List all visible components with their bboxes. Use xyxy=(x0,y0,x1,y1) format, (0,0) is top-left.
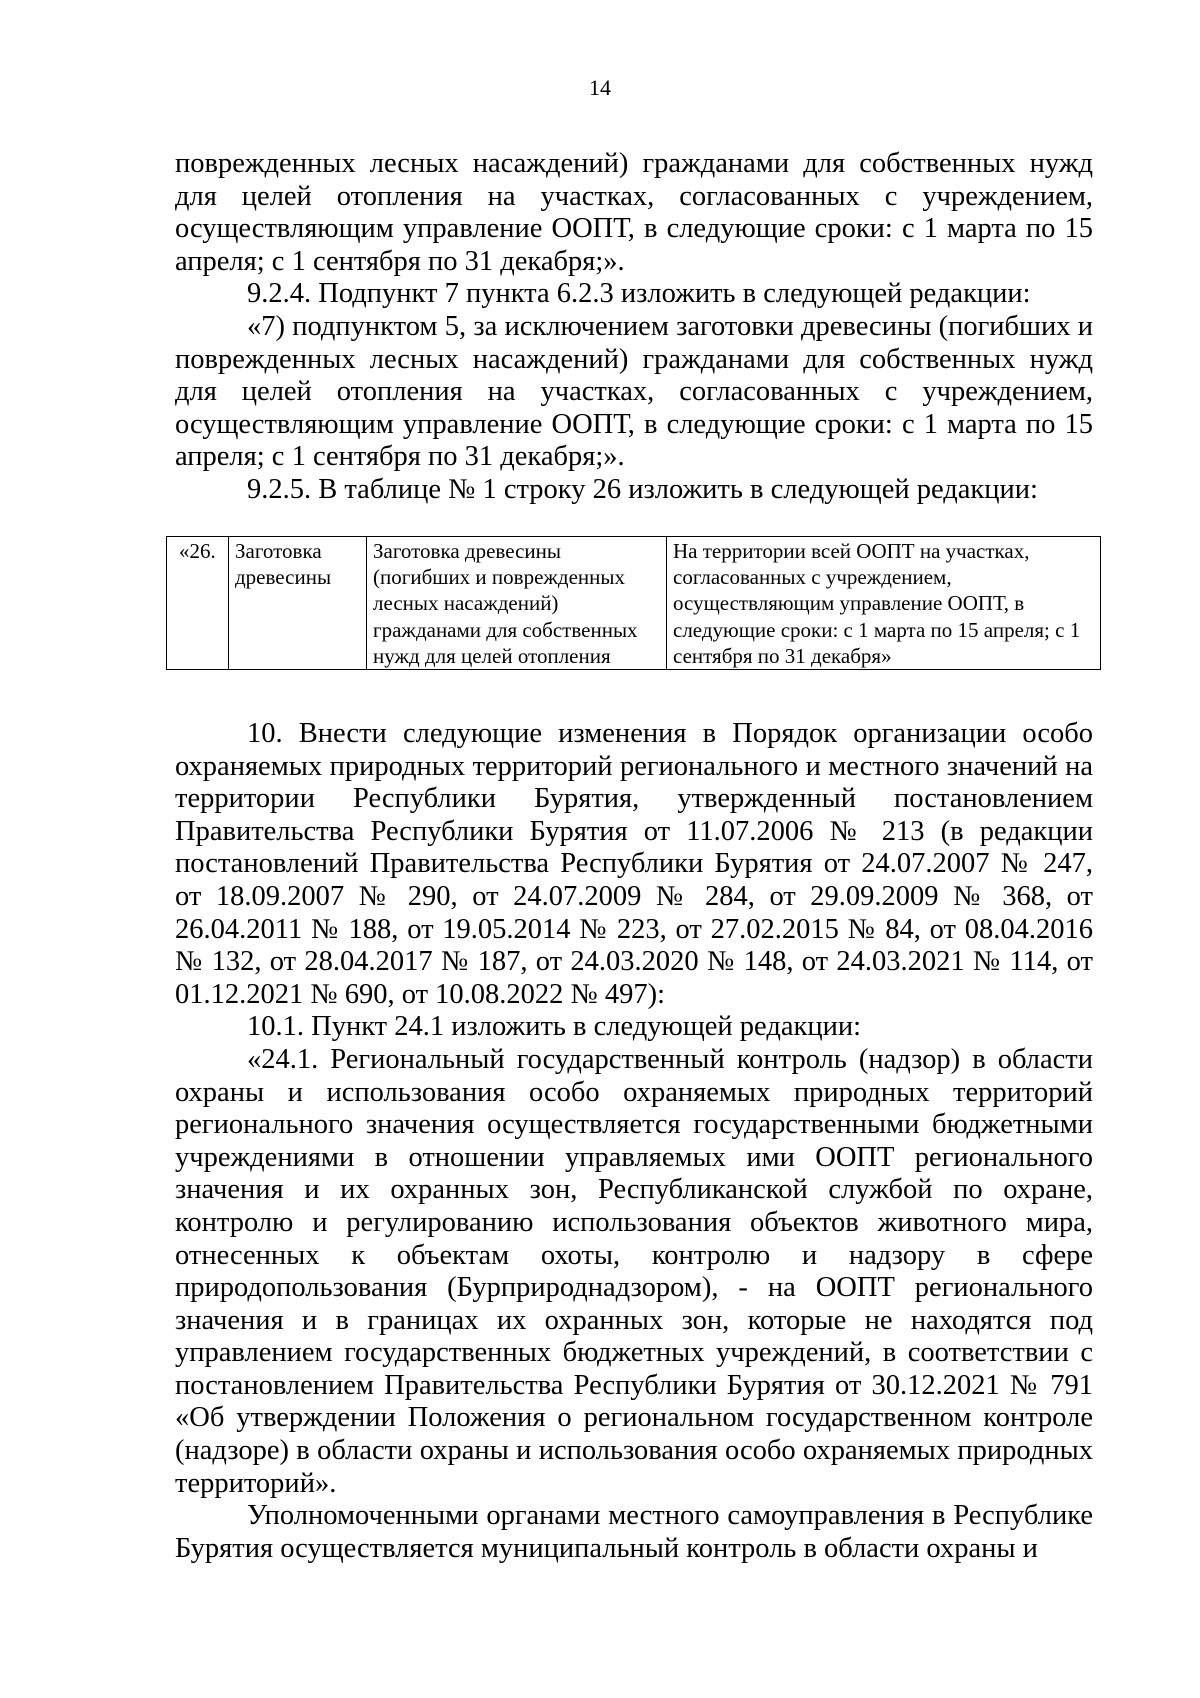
text-block-bottom xyxy=(175,718,1093,1565)
paragraph-municipal-control: Уполномоченными органами местного самоуправления в Республике Бурятия осуществляется муниципальный контроль в области охраны и xyxy=(175,1500,1093,1564)
paragraph-quote-7: «7) подпунктом 5, за исключением заготовки древесины (погибших и поврежденных лесных насаждений) гражданами для собственных нужд для целей отопления на участках, согласованных с учреждением, осуществляющим управление ООПТ, в следующие сроки: с 1 марта по 15 апреля; с 1 сентября по 31 декабря;». xyxy=(175,310,1093,473)
amendment-table xyxy=(166,536,1101,670)
paragraph-continuation: поврежденных лесных насаждений) гражданами для собственных нужд для целей отопления на участках, согласованных с учреждением, осуществляющим управление ООПТ, в следующие сроки: с 1 марта по 15 апреля; с 1 сентября по 31 декабря;». xyxy=(175,148,1093,277)
paragraph-quote-24-1: «24.1. Региональный государственный контроль (надзор) в области охраны и использования особо охраняемых природных территорий регионального значения осуществляется государственными бюджетными учреждениями в отношении управляемых ими ООПТ регионального значения и их охранных зон, Республиканской службой по охране, контролю и регулированию использования объектов животного мира, отнесенных к объектам охоты, контролю и надзору в сфере природопользования (Бурприроднадзором), - на ООПТ регионального значения и в границах их охранных зон, которые не находятся под управлением государственных бюджетных учреждений, в соответствии с постановлением Правительства Республики Бурятия от 30.12.2021 № 791 «Об утверждении Положения о региональном государственном контроле (надзоре) в области охраны и использования особо охраняемых природных территорий». xyxy=(175,1043,1093,1499)
paragraph-10-1: 10.1. Пункт 24.1 изложить в следующей редакции: xyxy=(247,1011,861,1043)
page-number: 14 xyxy=(589,75,611,100)
table-cell-type: Заготовка древесины xyxy=(229,537,367,670)
paragraph-10: 10. Внести следующие изменения в Порядок организации особо охраняемых природных территорий регионального и местного значений на территории Республики Бурятия, утвержденный постановлением Правительства Республики Бурятия от 11.07.2006 № 213 (в редакции постановлений Правительства Республики Бурятия от 24.07.2007 № 247, от 18.09.2007 № 290, от 24.07.2009 № 284, от 29.09.2009 № 368, от 26.04.2011 № 188, от 19.05.2014 № 223, от 27.02.2015 № 84, от 08.04.2016 № 132, от 28.04.2017 № 187, от 24.03.2020 № 148, от 24.03.2021 № 114, от 01.12.2021 № 690, от 10.08.2022 № 497): xyxy=(175,718,1093,1010)
table-row xyxy=(167,537,1101,670)
table-cell-number: «26. xyxy=(167,537,229,670)
paragraph-9-2-4: 9.2.4. Подпункт 7 пункта 6.2.3 изложить в следующей редакции: xyxy=(247,278,1031,310)
table-cell-activity: Заготовка древесины (погибших и поврежденных лесных насаждений) гражданами для собственных нужд для целей отопления xyxy=(367,537,667,670)
text-block-top xyxy=(175,148,1093,507)
paragraph-9-2-5: 9.2.5. В таблице № 1 строку 26 изложить в следующей редакции: xyxy=(247,473,1038,505)
table-cell-territory: На территории всей ООПТ на участках, согласованных с учреждением, осуществляющим управление ООПТ, в следующие сроки: с 1 марта по 15 апреля; с 1 сентября по 31 декабря» xyxy=(667,537,1101,670)
